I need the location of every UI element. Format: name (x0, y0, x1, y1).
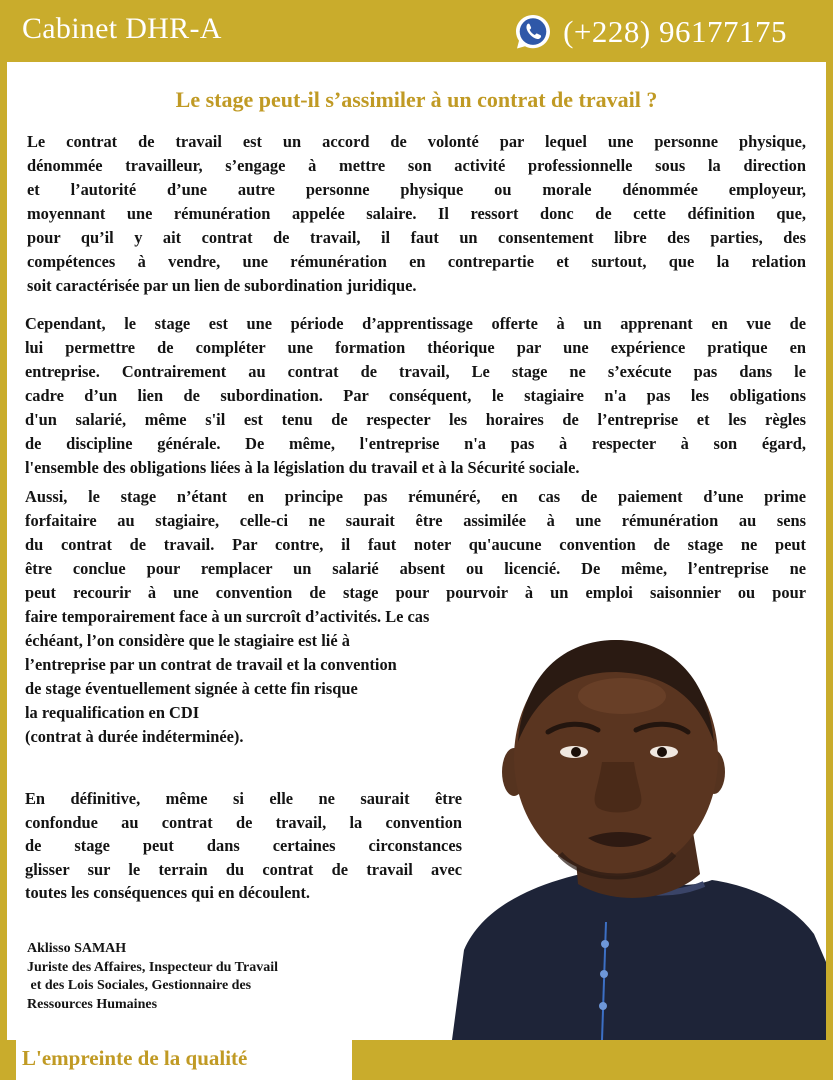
paragraph-line: Cependant, le stage est une période d’apprentissage offerte à un apprenant en vue de (25, 314, 806, 333)
author-title-line: et des Lois Sociales, Gestionnaire des (27, 978, 252, 993)
brand-name: Cabinet DHR-A (22, 12, 222, 45)
paragraph-line: faire temporairement face à un surcroît d’activités. Le cas (25, 607, 430, 626)
paragraph-line: cadre d’un lien de subordination. Par conséquent, le stagiaire n'a pas les obligations (25, 386, 806, 405)
paragraph-line: Aussi, le stage n’étant en principe pas rémunéré, en cas de paiement d’une prime (25, 487, 806, 506)
paragraph-line: pour qu’il y ait contrat de travail, il faut un consentement libre des parties, des (27, 228, 806, 247)
paragraph-line: soit caractérisée par un lien de subordination juridique. (27, 276, 417, 295)
paragraph-line: être conclue pour remplacer un salarié absent ou licencié. De même, l’entreprise ne (25, 559, 806, 578)
paragraph-line: compétences à vendre, une rémunération en contrepartie et surtout, que la relation (27, 252, 806, 271)
paragraph-line: Le contrat de travail est un accord de volonté par lequel une personne physique, (27, 132, 806, 151)
paragraph-line: forfaitaire au stagiaire, celle-ci ne saurait être assimilée à une rémunération au sens (25, 511, 806, 530)
header-bar (0, 0, 833, 62)
author-name: Aklisso SAMAH (27, 941, 127, 956)
paragraph-line: En définitive, même si elle ne saurait être (25, 789, 462, 808)
paragraph-line: lui permettre de compléter une formation théorique par une expérience pratique en (25, 338, 806, 357)
author-title-line: Ressources Humaines (27, 996, 158, 1012)
paragraph-stage (25, 312, 806, 480)
paragraph-line: l’entreprise par un contrat de travail et la convention (25, 655, 397, 674)
article-panel (7, 62, 826, 1040)
paragraph-line: de stage peut dans certaines circonstances (25, 836, 462, 855)
paragraph-line: de stage éventuellement signée à cette fin risque (25, 679, 358, 698)
tagline: L'empreinte de la qualité (22, 1046, 248, 1070)
paragraph-line: et l’autorité d’une autre personne physique ou morale dénommée employeur, (27, 180, 806, 199)
paragraph-line: dénommée travailleur, s’engage à mettre son activité professionnelle sous la direction (27, 156, 806, 175)
tagline-box (16, 1040, 352, 1080)
paragraph-line: échéant, l’on considère que le stagiaire est lié à (25, 631, 350, 650)
paragraph-remuneration (25, 485, 806, 605)
paragraph-line: d'un salarié, même s'il est tenu de respecter les horaires de l’entreprise et les règles (25, 410, 806, 429)
paragraph-line: glisser sur le terrain du contrat de travail avec (25, 859, 462, 879)
author-title-line: Juriste des Affaires, Inspecteur du Travail (27, 959, 278, 975)
paragraph-line: du contrat de travail. Par contre, il faut noter qu'aucune convention de stage ne peut (25, 535, 806, 554)
paragraph-definition (27, 130, 806, 298)
author-photo (452, 622, 826, 1040)
paragraph-line: de discipline générale. De même, l'entreprise n'a pas à respecter à son égard, (25, 434, 806, 453)
phone-number[interactable]: (+228) 96177175 (563, 14, 787, 49)
paragraph-line: entreprise. Contrairement au contrat de travail, Le stage ne s’exécute pas dans le (25, 362, 806, 381)
paragraph-line: l'ensemble des obligations liées à la législation du travail et à la Sécurité sociale. (25, 458, 580, 477)
paragraph-line: confondue au contrat de travail, la convention (25, 812, 462, 832)
author-signature (27, 940, 278, 1014)
paragraph-line: (contrat à durée indéterminée). (25, 727, 244, 746)
paragraph-line: peut recourir à une convention de stage pour pourvoir à un emploi saisonnier ou pour (25, 583, 806, 602)
paragraph-conclusion (25, 787, 462, 905)
paragraph-line: la requalification en CDI (25, 703, 200, 722)
paragraph-remuneration-continued (25, 605, 429, 749)
phone-contact[interactable] (513, 12, 787, 52)
whatsapp-icon (513, 12, 553, 52)
paragraph-line: moyennant une rémunération appelée salaire. Il ressort donc de cette définition que, (27, 204, 806, 223)
article-title: Le stage peut-il s’assimiler à un contrat de travail ? (175, 87, 658, 112)
paragraph-line: toutes les conséquences qui en découlent. (25, 883, 311, 902)
